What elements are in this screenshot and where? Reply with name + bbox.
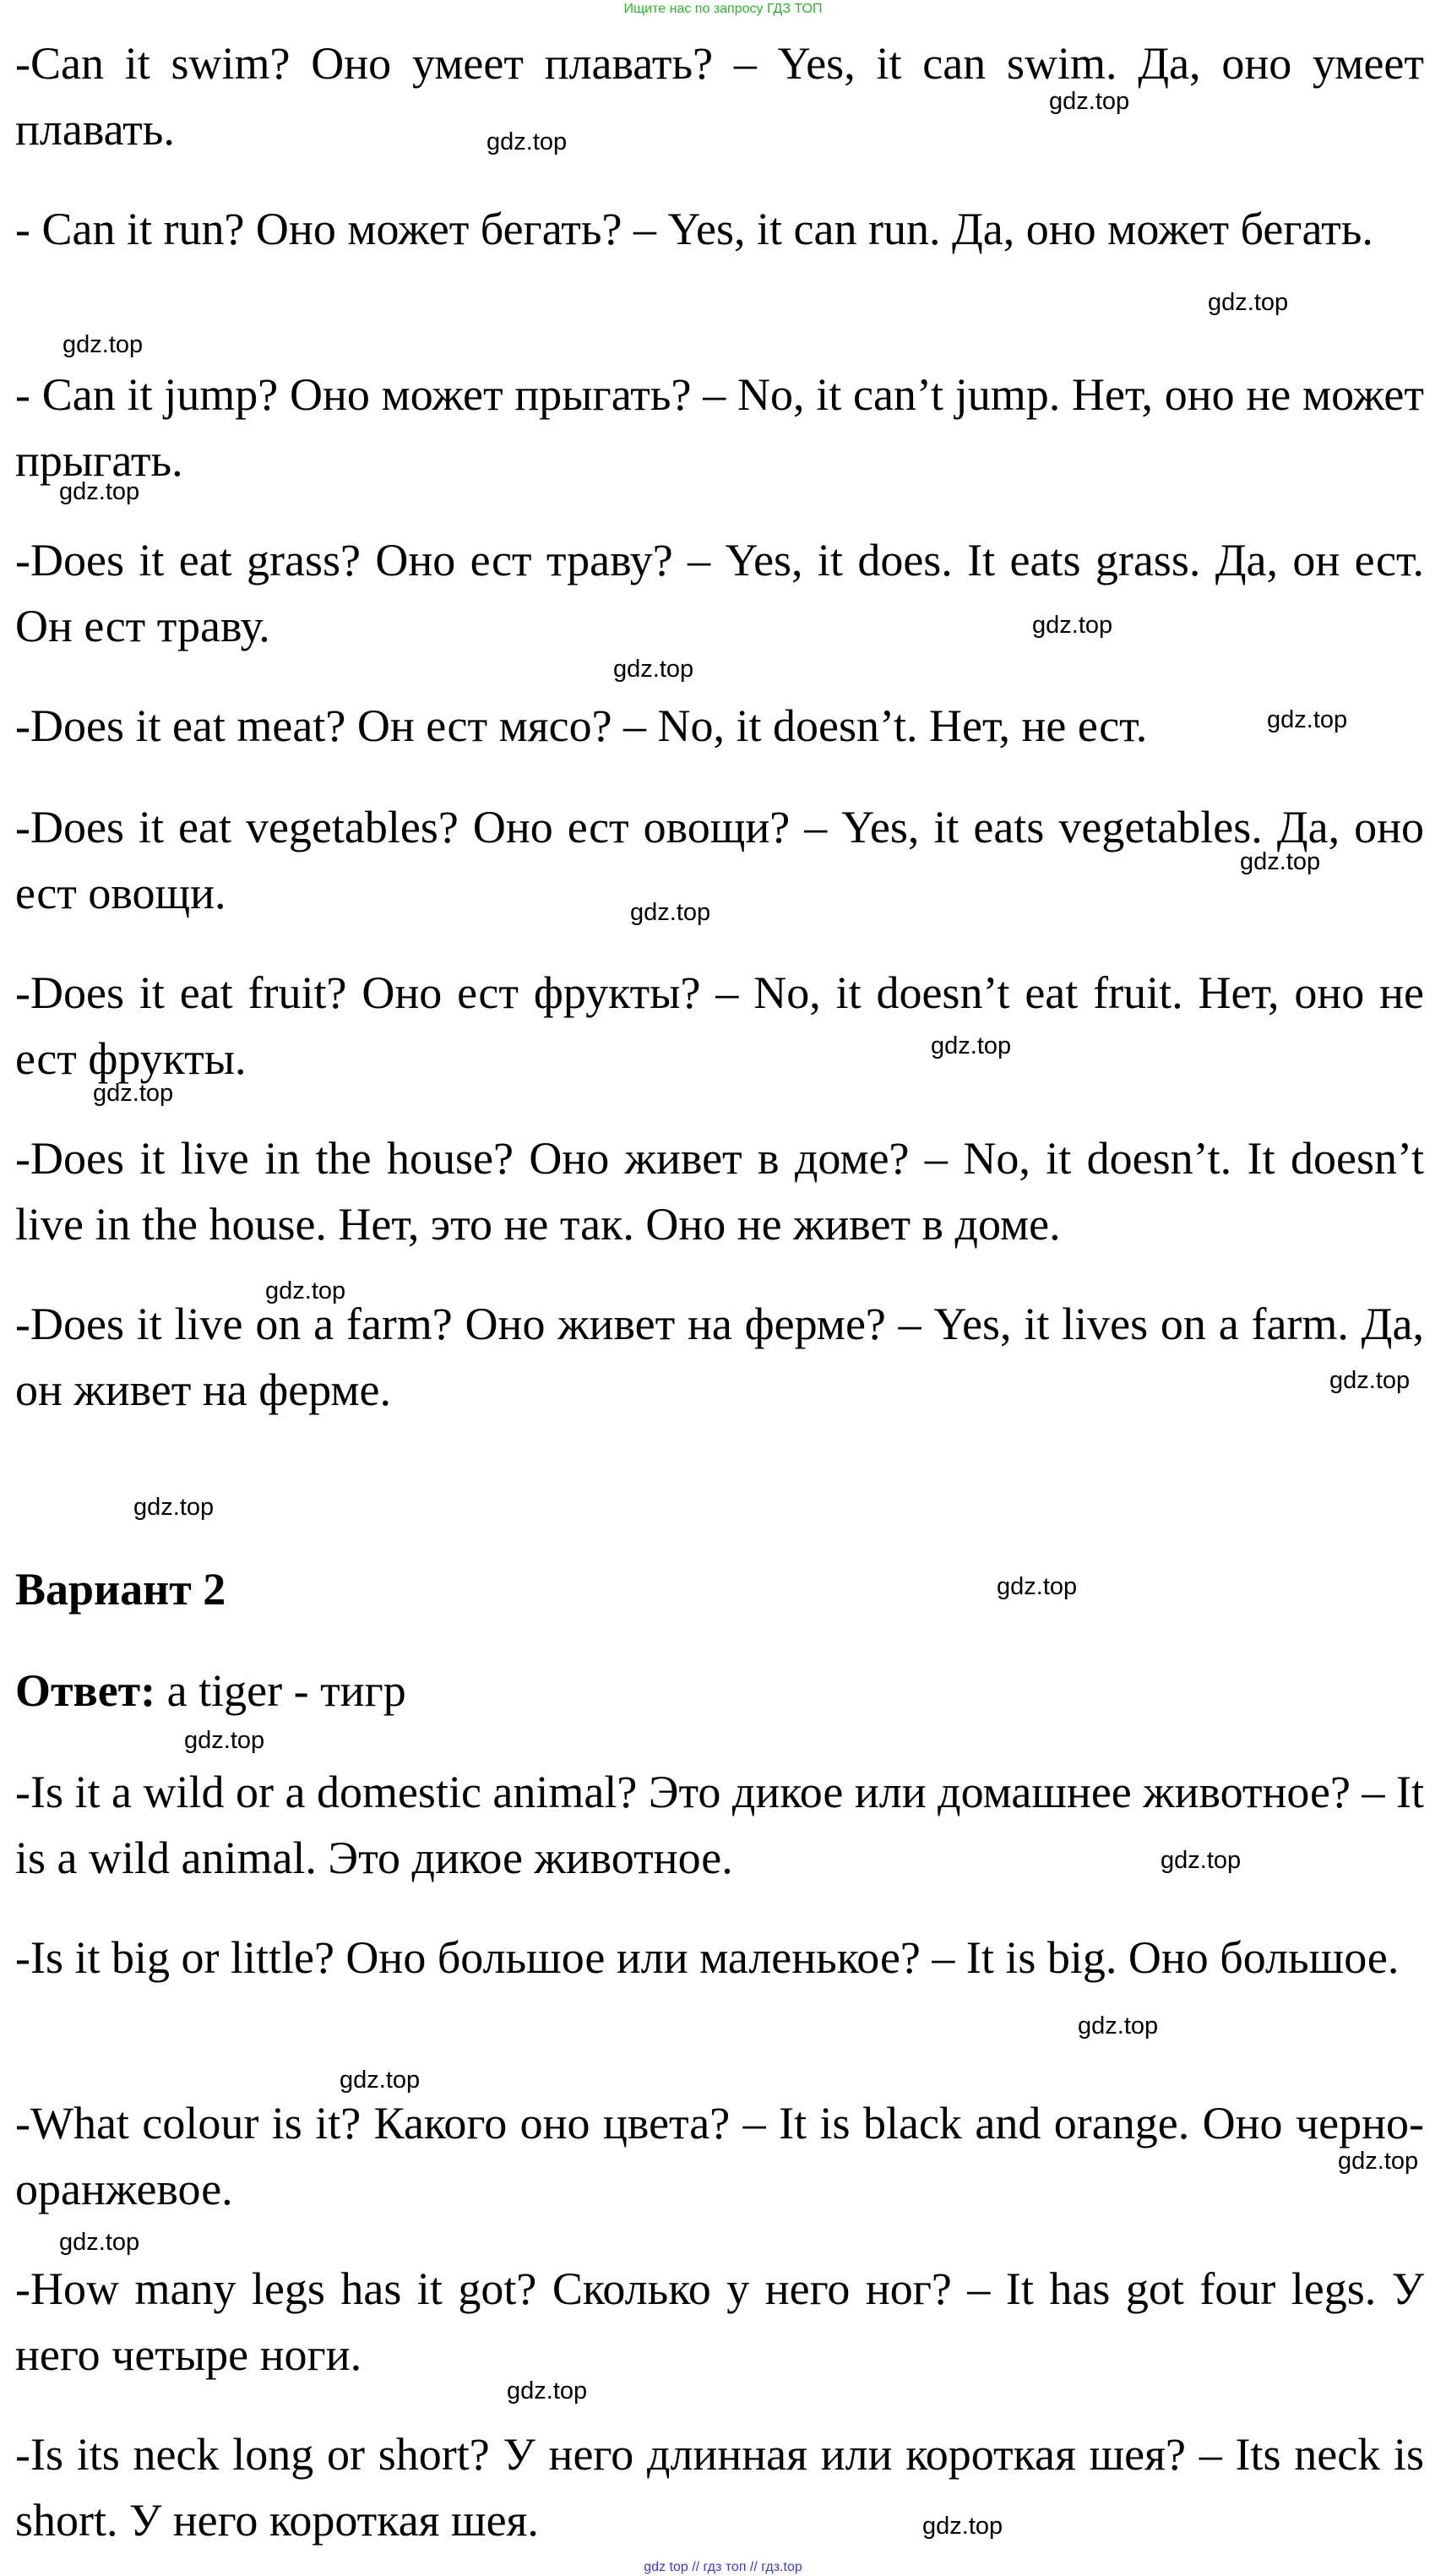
watermark: gdz.top <box>265 1277 346 1304</box>
watermark: gdz.top <box>487 128 568 155</box>
qa-item: -What colour is it? Какого оно цвета? – It is black and orange. Оно черно-оранжевое. <box>15 2098 1424 2214</box>
watermark: gdz.top <box>1032 612 1113 639</box>
watermark: gdz.top <box>1329 1367 1411 1394</box>
footer-links[interactable]: gdz top // гдз топ // гдз.top <box>644 2560 802 2574</box>
qa-item: - Can it jump? Оно может прыгать? – No, it can’t jump. Нет, оно не может прыгать. <box>15 369 1424 486</box>
qa-item: -Is it big or little? Оно большое или маленькое? – It is big. Оно большое. <box>15 1932 1400 1983</box>
watermark: gdz.top <box>931 1032 1012 1059</box>
qa-item: - Can it run? Оно может бегать? – Yes, it can run. Да, оно может бегать. <box>15 204 1373 254</box>
watermark: gdz.top <box>630 899 711 926</box>
watermark: gdz.top <box>1267 706 1348 733</box>
answer-text: a tiger - тигр <box>155 1665 406 1716</box>
qa-item: -Does it eat fruit? Оно ест фрукты? – No, it doesn’t eat fruit. Нет, оно не ест фрукты. <box>15 967 1424 1084</box>
qa-item: -Does it eat grass? Оно ест траву? – Yes, it does. It eats grass. Да, он ест. Он ест траву. <box>15 535 1424 651</box>
watermark: gdz.top <box>133 1494 215 1521</box>
watermark: gdz.top <box>613 656 694 683</box>
qa-item: -Is it a wild or a domestic animal? Это дикое или домашнее животное? – It is a wild animal. Это дикое животное. <box>15 1767 1424 1883</box>
watermark: gdz.top <box>1161 1847 1242 1874</box>
answer-line <box>15 1658 406 1724</box>
watermark: gdz.top <box>997 1573 1078 1600</box>
watermark: gdz.top <box>184 1727 265 1754</box>
watermark: gdz.top <box>63 331 144 358</box>
qa-item: -Does it eat vegetables? Оно ест овощи? – Yes, it eats vegetables. Да, оно ест овощи. <box>15 802 1424 918</box>
watermark: gdz.top <box>1240 848 1321 875</box>
watermark: gdz.top <box>1338 2148 1419 2175</box>
qa-item: -Does it eat meat? Он ест мясо? – No, it doesn’t. Нет, не ест. <box>15 700 1148 751</box>
watermark: gdz.top <box>59 2229 140 2256</box>
watermark: gdz.top <box>340 2067 421 2094</box>
watermark: gdz.top <box>1208 289 1289 316</box>
qa-item: -Can it swim? Оно умеет плавать? – Yes, it can swim. Да, оно умеет плавать. <box>15 38 1424 155</box>
watermark: gdz.top <box>1078 2012 1159 2040</box>
watermark: gdz.top <box>507 2377 588 2404</box>
watermark: gdz.top <box>1049 88 1130 115</box>
answer-label: Ответ: <box>15 1665 156 1716</box>
qa-item: -How many legs has it got? Сколько у него ног? – It has got four legs. У него четыре ноги. <box>15 2263 1424 2380</box>
top-search-link[interactable]: Ищите нас по запросу ГДЗ ТОП <box>623 2 823 16</box>
watermark: gdz.top <box>93 1080 174 1107</box>
qa-item: -Does it live in the house? Оно живет в доме? – No, it doesn’t. It doesn’t live in the house. Нет, это не так. Оно не живет в доме. <box>15 1133 1424 1250</box>
watermark: gdz.top <box>922 2513 1003 2540</box>
watermark: gdz.top <box>59 478 140 505</box>
qa-item: -Does it live on a farm? Оно живет на ферме? – Yes, it lives on a farm. Да, он живет на ферме. <box>15 1299 1424 1415</box>
qa-item: -Is its neck long or short? У него длинная или короткая шея? – Its neck is short. У него короткая шея. <box>15 2429 1424 2546</box>
section-heading: Вариант 2 <box>15 1564 226 1615</box>
